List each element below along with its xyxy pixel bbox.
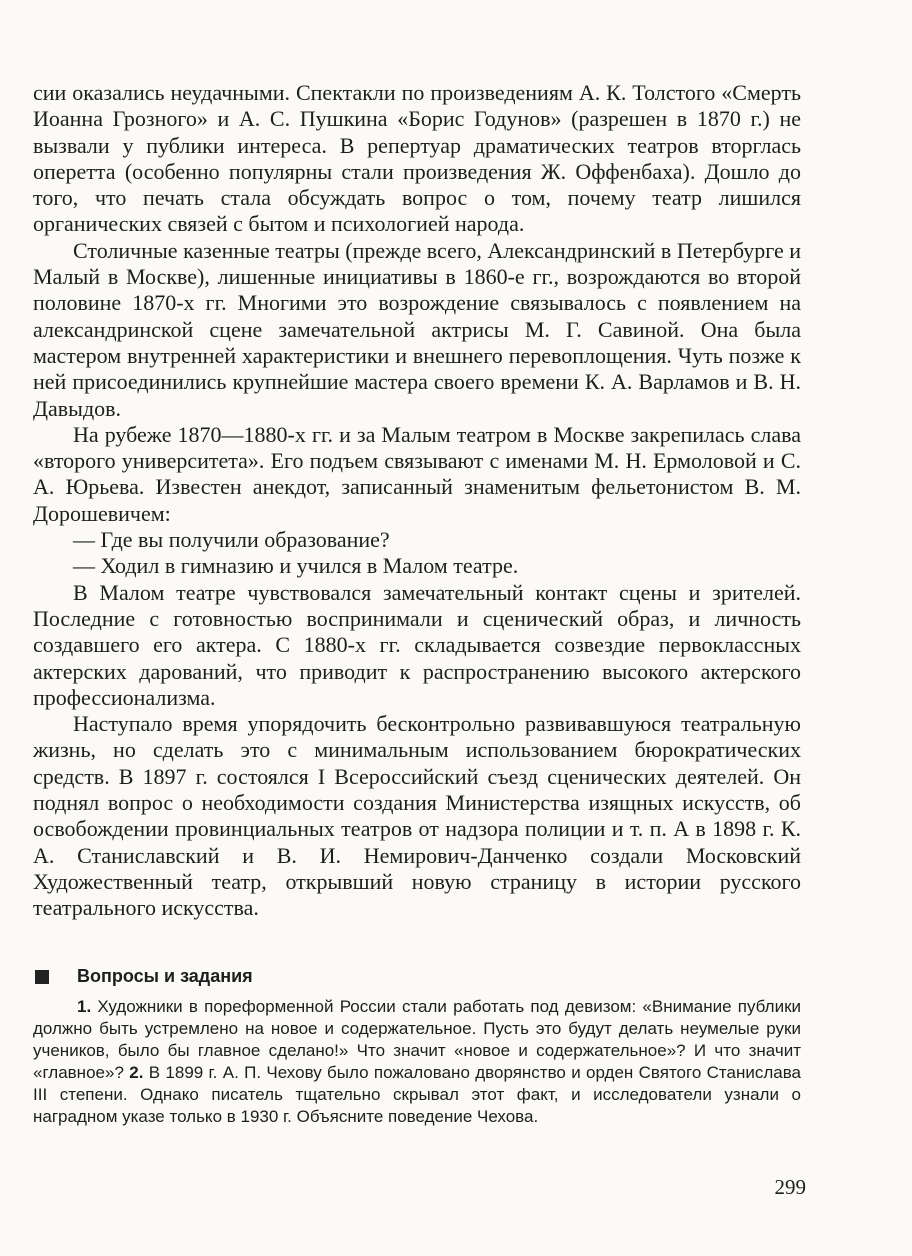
questions-title: Вопросы и задания (77, 966, 253, 986)
question-number: 2. (129, 1063, 144, 1082)
main-text (33, 80, 801, 922)
questions-header (33, 966, 801, 987)
paragraph: На рубеже 1870—1880-х гг. и за Малым театром в Москве закрепилась слава «второго университета». Его подъем связывают с именами М. Н. Ермоловой и С. А. Юрьева. Известен анекдот, записанный знаменитым фельетонистом В. М. Дорошевичем: (33, 421, 801, 526)
square-bullet-icon (35, 970, 49, 984)
questions-text (33, 996, 801, 1128)
paragraph: Столичные казенные театры (прежде всего, Александринский в Петербурге и Малый в Москве), лишенные инициативы в 1860-е гг., возрождаются во второй половине 1870-х гг. Многими это возрождение связывалось с появлением на александринской сцене замечательной актрисы М. Г. Савиной. Она была мастером внутренней характеристики и внешнего перевоплощения. Чуть позже к ней присоединились крупнейшие мастера своего времени К. А. Варламов и В. Н. Давыдов. (33, 237, 801, 421)
question-number: 1. (77, 997, 92, 1016)
questions-section (33, 966, 801, 1128)
dialogue-line: — Где вы получили образование? (73, 527, 390, 553)
paragraph: сии оказались неудачными. Спектакли по произведениям А. К. Толстого «Смерть Иоанна Грозного» и А. С. Пушкина «Борис Годунов» (разрешен в 1870 г.) не вызвали у публики интереса. В репертуар драматических театров вторглась оперетта (особенно популярны стали произведения Ж. Оффенбаха). Дошло до того, что печать стала обсуждать вопрос о том, почему театр лишился органических связей с бытом и психологией народа. (33, 80, 801, 237)
question-text: В 1899 г. А. П. Чехову было пожаловано дворянство и орден Святого Станислава III степени. Однако писатель тщательно скрывал этот факт, и исследователи узнали о наградном указе только в 1930 г. Объясните поведение Чехова. (33, 1063, 801, 1126)
paragraph: В Малом театре чувствовался замечательный контакт сцены и зрителей. Последние с готовностью воспринимали и сценический образ, и личность создавшего его актера. С 1880-х гг. складывается созвездие первоклассных актерских дарований, что приводит к распространению высокого актерского профессионализма. (33, 579, 801, 710)
dialogue-line: — Ходил в гимназию и учился в Малом театре. (73, 553, 519, 579)
paragraph: Наступало время упорядочить бесконтрольно развивавшуюся театральную жизнь, но сделать это с минимальным использованием бюрократических средств. В 1897 г. состоялся I Всероссийский съезд сценических деятелей. Он поднял вопрос о необходимости создания Министерства изящных искусств, об освобождении провинциальных театров от надзора полиции и т. п. А в 1898 г. К. А. Станиславский и В. И. Немирович-Данченко создали Московский Художественный театр, открывший новую страницу в истории русского театрального искусства. (33, 711, 801, 921)
page-number: 299 (774, 1175, 806, 1199)
question-text: Художники в пореформенной России стали работать под девизом: «Внимание публики должно быть устремлено на новое и содержательное. Пусть это будут делать неумелые руки учеников, было бы главное сделано!» Что значит «новое и содержательное»? И что значит «главное»? (33, 997, 801, 1082)
